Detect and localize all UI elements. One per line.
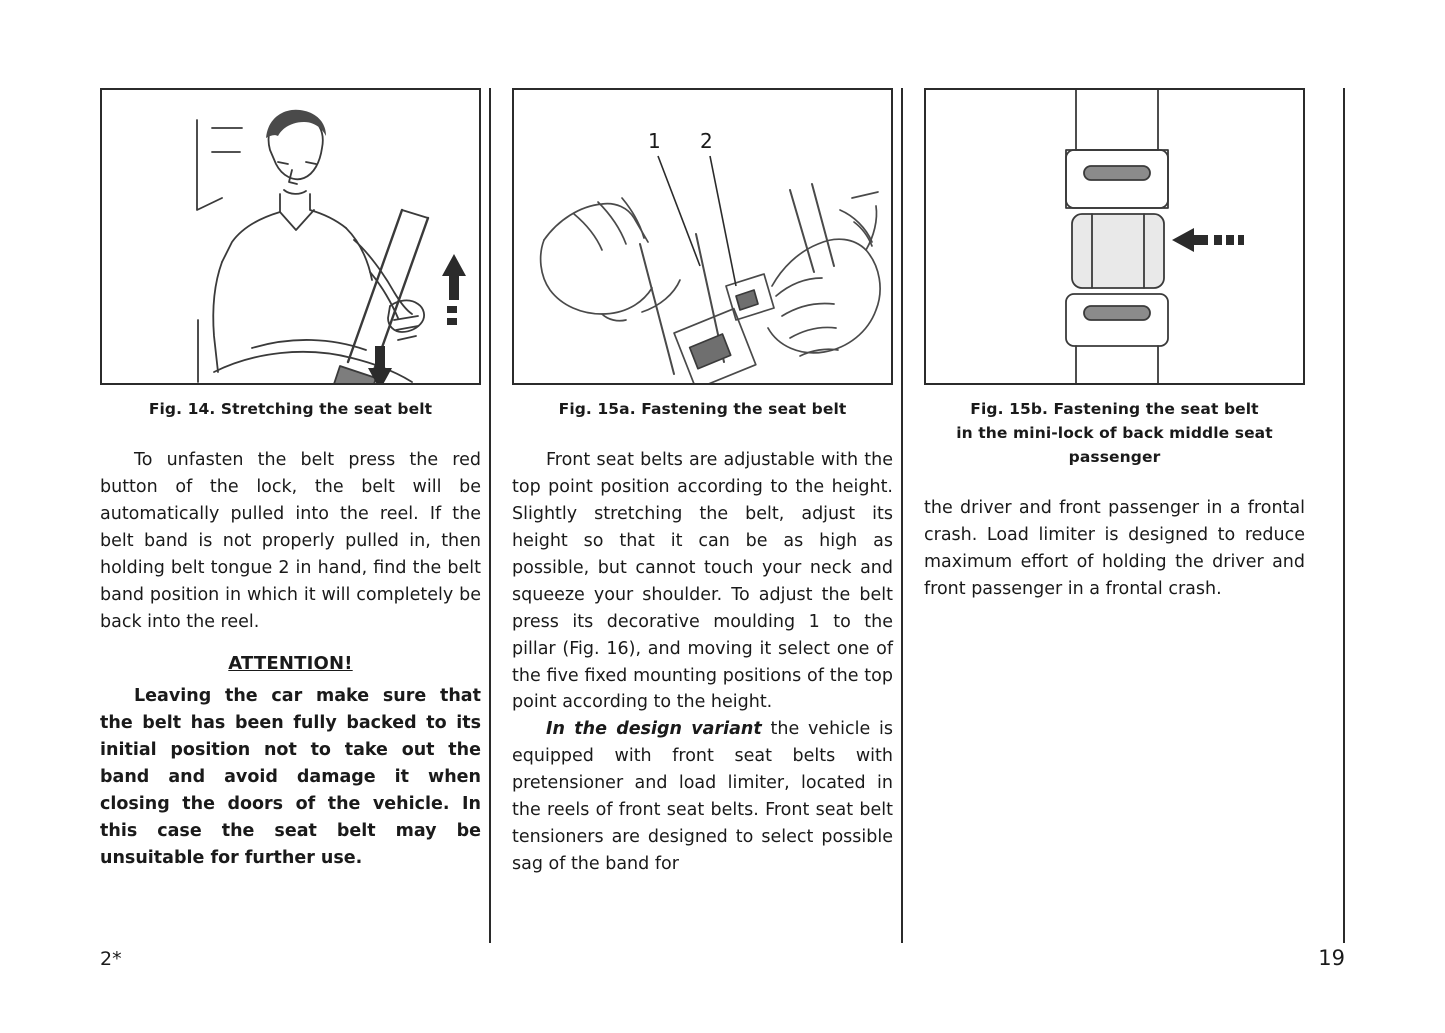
column-left <box>100 88 481 943</box>
figure-15a-caption: Fig. 15a. Fastening the seat belt <box>558 400 847 418</box>
middle-paragraph-2 <box>512 716 893 878</box>
column-divider-1 <box>481 88 512 943</box>
attention-heading: ATTENTION! <box>228 652 353 674</box>
fig-15a-illustration <box>514 90 891 383</box>
figure-15b-caption <box>924 397 1305 469</box>
figure-15b-caption-line-3: passenger <box>1068 448 1161 467</box>
figure-15b-caption-line-2: in the mini-lock of back middle seat <box>956 424 1273 443</box>
left-paragraph-1: To unfasten the belt press the red button of the lock, the belt will be automatically pulled into the reel. If the belt band is not properly pulled in, then holding belt tongue 2 in hand, find the belt band position in which it will completely be back into the reel. <box>100 450 481 632</box>
design-variant-lead: In the design variant <box>546 719 762 740</box>
figure-14-caption: Fig. 14. Stretching the seat belt <box>148 400 433 418</box>
callout-2-label: 2 <box>700 129 713 153</box>
left-column-text <box>100 447 481 872</box>
column-middle <box>512 88 893 943</box>
footer-left-marker: 2* <box>100 948 122 970</box>
insert-arrow-icon <box>1172 228 1244 252</box>
column-divider-2 <box>893 88 924 943</box>
vertical-rule <box>901 88 903 943</box>
figure-15b-image <box>924 88 1305 385</box>
callout-1-label: 1 <box>648 129 661 153</box>
fig-15b-illustration <box>926 90 1303 383</box>
figure-15a-image <box>512 88 893 385</box>
page-number: 19 <box>1318 946 1345 970</box>
page-columns <box>100 88 1345 943</box>
column-right <box>924 88 1305 943</box>
design-variant-body: the vehicle is equipped with front seat belts with pretensioner and load limiter, located in the reels of front seat belts. Front seat belt tensioners are designed to select possible sag of the band for <box>512 719 893 875</box>
right-column-text <box>924 495 1305 603</box>
figure-15b-caption-line-1: Fig. 15b. Fastening the seat belt <box>970 400 1259 418</box>
up-arrow-icon <box>442 254 466 325</box>
figure-14-image <box>100 88 481 385</box>
page-edge-rule <box>1343 88 1345 943</box>
callout-leaders <box>658 156 736 286</box>
attention-text: Leaving the car make sure that the belt has been fully backed to its initial position not to take out the band and avoid damage it when closing the doors of the vehicle. In this case the seat belt may be unsuitable for further use. <box>100 686 481 868</box>
vertical-rule <box>489 88 491 943</box>
middle-paragraph-1: Front seat belts are adjustable with the top point position according to the height. Slightly stretching the belt, adjust its height so that it can be as high as possible, but cannot touch your neck and squeeze your shoulder. To adjust the belt press its decorative moulding 1 to the pillar (Fig. 16), and moving it select one of the five fixed mounting positions of the top point according to the height. <box>512 450 893 713</box>
middle-column-text <box>512 447 893 878</box>
right-paragraph-1: the driver and front passenger in a frontal crash. Load limiter is designed to reduce maximum effort of holding the driver and front passenger in a frontal crash. <box>924 498 1305 599</box>
fig-14-illustration <box>102 90 479 383</box>
